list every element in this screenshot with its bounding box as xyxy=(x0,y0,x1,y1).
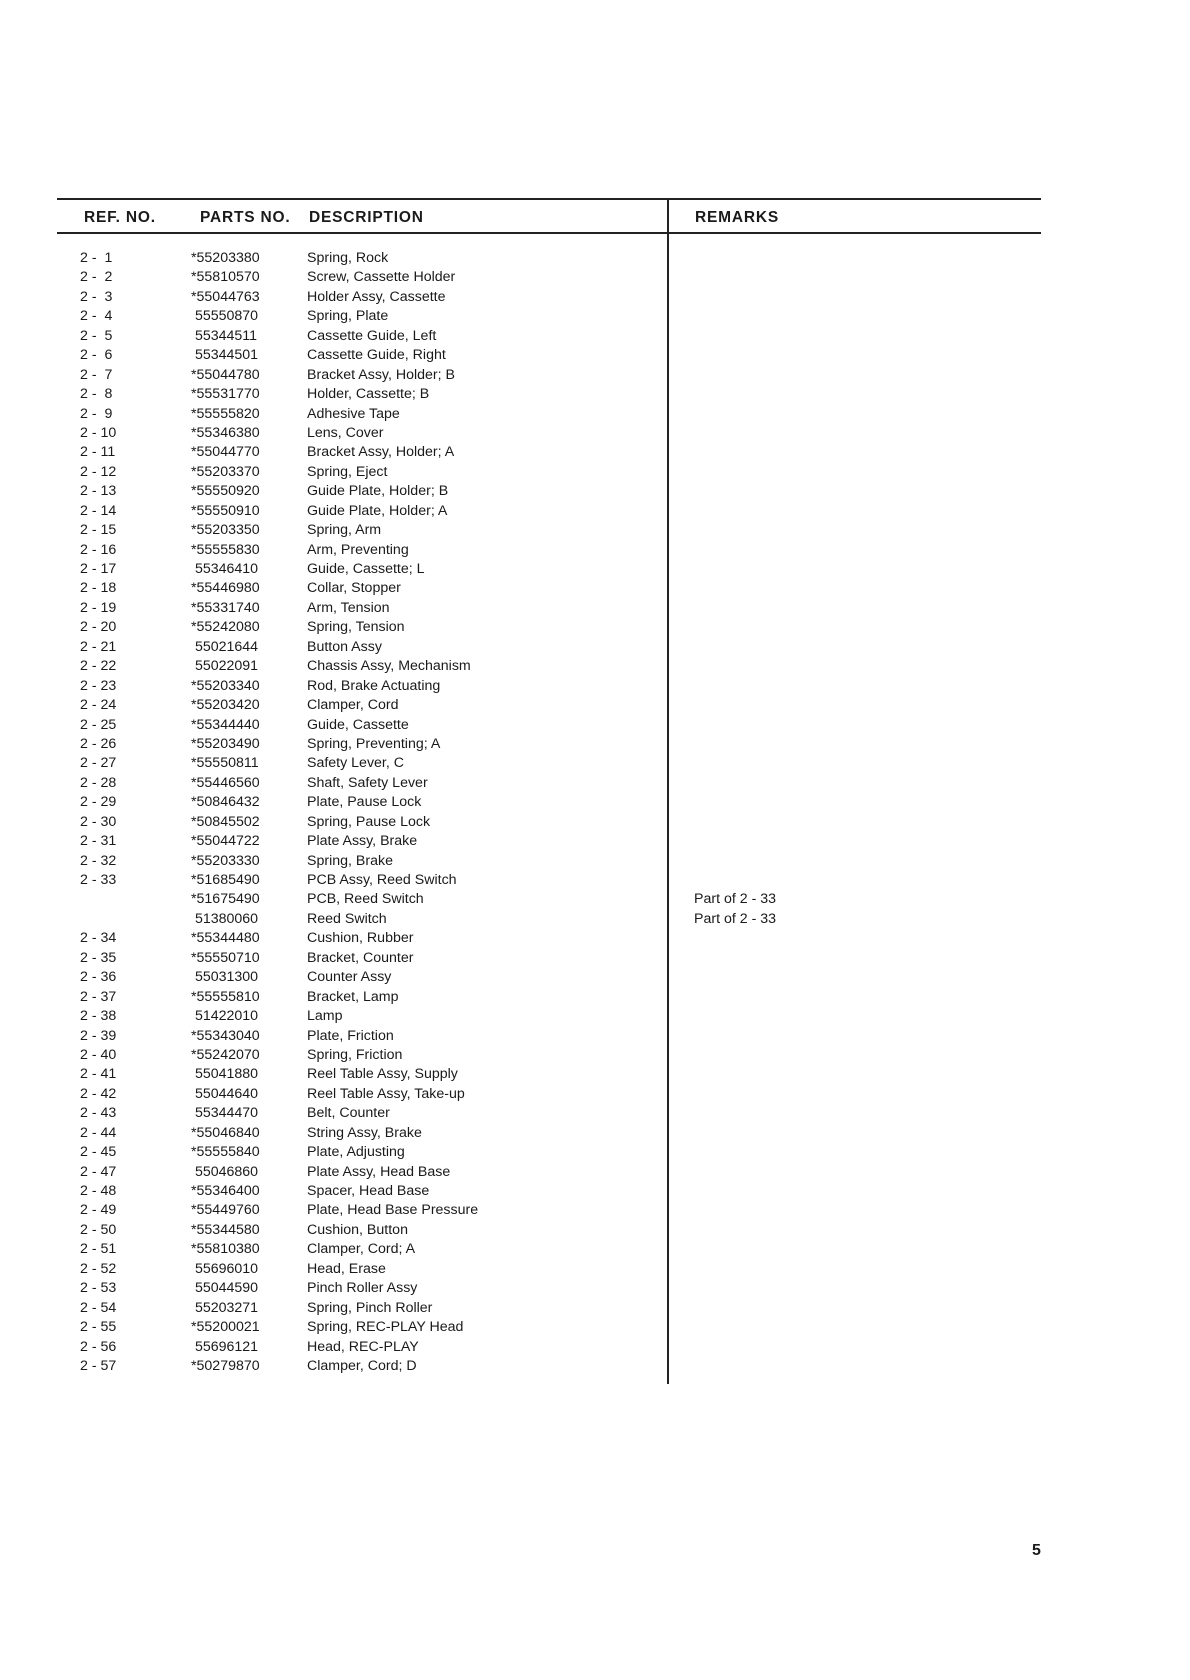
ref-no-cell: 2 - 14 xyxy=(80,502,117,519)
table-row xyxy=(0,463,1190,482)
parts-no-cell: *55200021 xyxy=(191,1319,260,1336)
ref-no-cell: 2 - 38 xyxy=(80,1008,117,1025)
description-cell: Guide, Cassette xyxy=(307,716,409,733)
description-cell: Cassette Guide, Left xyxy=(307,327,437,344)
table-row xyxy=(0,307,1190,326)
description-cell: Adhesive Tape xyxy=(307,405,400,422)
description-cell: Rod, Brake Actuating xyxy=(307,677,441,694)
ref-no-cell: 2 - 34 xyxy=(80,930,117,947)
description-cell: Head, REC-PLAY xyxy=(307,1338,419,1355)
description-cell: Head, Erase xyxy=(307,1260,386,1277)
table-row xyxy=(0,1163,1190,1182)
ref-no-cell: 2 - 11 xyxy=(80,444,116,461)
ref-no-cell: 2 - 57 xyxy=(80,1357,117,1374)
parts-no-cell: 55203271 xyxy=(191,1299,259,1316)
table-row xyxy=(0,502,1190,521)
table-row xyxy=(0,1260,1190,1279)
table-row xyxy=(0,268,1190,287)
ref-no-cell: 2 - 32 xyxy=(80,852,117,869)
table-row xyxy=(0,949,1190,968)
parts-no-cell: *55550811 xyxy=(191,755,259,772)
table-row xyxy=(0,890,1190,909)
table-row xyxy=(0,988,1190,1007)
parts-no-cell: *55346380 xyxy=(191,424,260,441)
parts-no-cell: *55810570 xyxy=(191,269,260,286)
parts-no-cell: 55344501 xyxy=(191,347,259,364)
table-row xyxy=(0,1338,1190,1357)
ref-no-cell: 2 - 3 xyxy=(80,288,113,305)
parts-no-cell: *55203490 xyxy=(191,735,260,752)
table-row xyxy=(0,929,1190,948)
table-row xyxy=(0,424,1190,443)
table-row xyxy=(0,385,1190,404)
parts-no-cell: 55696010 xyxy=(191,1260,259,1277)
table-row xyxy=(0,696,1190,715)
ref-no-cell: 2 - 15 xyxy=(80,522,117,539)
ref-no-cell: 2 - 53 xyxy=(80,1280,117,1297)
parts-no-cell: *55446560 xyxy=(191,774,260,791)
description-cell: Safety Lever, C xyxy=(307,755,404,772)
ref-no-cell: 2 - 36 xyxy=(80,969,117,986)
ref-no-cell: 2 - 20 xyxy=(80,619,117,636)
description-cell: Reed Switch xyxy=(307,910,387,927)
description-cell: PCB Assy, Reed Switch xyxy=(307,872,457,888)
ref-no-cell: 2 - 51 xyxy=(80,1241,117,1258)
description-cell: Lens, Cover xyxy=(307,424,384,441)
description-cell: Holder, Cassette; B xyxy=(307,386,430,403)
table-row xyxy=(0,1085,1190,1104)
table-row xyxy=(0,443,1190,462)
description-cell: Plate Assy, Brake xyxy=(307,833,418,850)
parts-no-cell: 55041880 xyxy=(191,1066,259,1083)
description-cell: Holder Assy, Cassette xyxy=(307,288,446,305)
header-ref-no: REF. NO. xyxy=(84,209,156,226)
parts-no-cell: *55044763 xyxy=(191,288,260,305)
description-cell: Spring, Preventing; A xyxy=(307,735,441,752)
description-cell: Shaft, Safety Lever xyxy=(307,774,428,791)
parts-no-cell: *55203420 xyxy=(191,697,260,714)
table-row xyxy=(0,249,1190,268)
description-cell: Spring, Arm xyxy=(307,522,382,539)
parts-no-cell: *50279870 xyxy=(191,1357,260,1374)
parts-no-cell: *55203350 xyxy=(191,522,260,539)
description-cell: Guide Plate, Holder; A xyxy=(307,502,448,519)
parts-no-cell: 51380060 xyxy=(191,910,259,927)
table-row xyxy=(0,1357,1190,1376)
description-cell: Spring, Pinch Roller xyxy=(307,1299,433,1316)
ref-no-cell: 2 - 18 xyxy=(80,580,117,597)
parts-no-cell: *55344440 xyxy=(191,716,260,733)
ref-no-cell: 2 - 28 xyxy=(80,774,117,791)
ref-no-cell: 2 - 30 xyxy=(80,813,117,830)
table-row xyxy=(0,813,1190,832)
parts-no-cell: *55555830 xyxy=(191,541,260,558)
ref-no-cell: 2 - 22 xyxy=(80,658,117,675)
header-parts-no: PARTS NO. xyxy=(200,209,291,226)
table-row xyxy=(0,1027,1190,1046)
parts-no-cell: 55046860 xyxy=(191,1163,259,1180)
table-row xyxy=(0,541,1190,560)
description-cell: Guide, Cassette; L xyxy=(307,561,425,577)
ref-no-cell: 2 - 50 xyxy=(80,1221,117,1238)
parts-no-cell: *55449760 xyxy=(191,1202,260,1219)
ref-no-cell: 2 - 35 xyxy=(80,949,117,966)
ref-no-cell: 2 - 17 xyxy=(80,561,117,577)
table-row xyxy=(0,521,1190,540)
ref-no-cell: 2 - 6 xyxy=(80,347,113,364)
description-cell: Pinch Roller Assy xyxy=(307,1280,418,1297)
parts-no-cell: *55343040 xyxy=(191,1027,260,1044)
parts-no-cell: *50846432 xyxy=(191,794,260,811)
parts-no-cell: *55550710 xyxy=(191,949,260,966)
parts-no-cell: 55044640 xyxy=(191,1085,259,1102)
description-cell: Arm, Tension xyxy=(307,599,390,616)
table-row xyxy=(0,1201,1190,1220)
parts-no-cell: *55446980 xyxy=(191,580,260,597)
ref-no-cell: 2 - 23 xyxy=(80,677,117,694)
parts-no-cell: 55022091 xyxy=(191,658,259,675)
table-row xyxy=(0,288,1190,307)
parts-no-cell: 55044590 xyxy=(191,1280,259,1297)
description-cell: String Assy, Brake xyxy=(307,1124,422,1141)
description-cell: Button Assy xyxy=(307,638,382,655)
description-cell: Plate Assy, Head Base xyxy=(307,1163,451,1180)
ref-no-cell: 2 - 49 xyxy=(80,1202,117,1219)
parts-no-cell: *55203370 xyxy=(191,463,260,480)
parts-no-cell: 55344470 xyxy=(191,1105,259,1122)
table-row xyxy=(0,1065,1190,1084)
table-row xyxy=(0,1299,1190,1318)
ref-no-cell: 2 - 40 xyxy=(80,1046,117,1063)
ref-no-cell: 2 - 33 xyxy=(80,872,117,888)
table-row xyxy=(0,482,1190,501)
description-cell: PCB, Reed Switch xyxy=(307,891,424,908)
ref-no-cell: 2 - 16 xyxy=(80,541,117,558)
parts-no-cell: *55242070 xyxy=(191,1046,260,1063)
parts-no-cell: *55344480 xyxy=(191,930,260,947)
ref-no-cell: 2 - 47 xyxy=(80,1163,117,1180)
remarks-cell: Part of 2 - 33 xyxy=(694,910,777,927)
table-row xyxy=(0,1046,1190,1065)
ref-no-cell: 2 - 19 xyxy=(80,599,117,616)
parts-no-cell: *51685490 xyxy=(191,872,260,888)
table-row xyxy=(0,657,1190,676)
ref-no-cell: 2 - 1 xyxy=(80,250,113,266)
parts-no-cell: 51422010 xyxy=(191,1008,259,1025)
description-cell: Spring, Eject xyxy=(307,463,388,480)
table-row xyxy=(0,910,1190,929)
description-cell: Collar, Stopper xyxy=(307,580,401,597)
description-cell: Lamp xyxy=(307,1008,343,1025)
table-row xyxy=(0,1182,1190,1201)
table-row xyxy=(0,735,1190,754)
table-row xyxy=(0,774,1190,793)
table-row xyxy=(0,560,1190,579)
header-remarks: REMARKS xyxy=(695,209,779,226)
table-row xyxy=(0,1240,1190,1259)
table-row xyxy=(0,716,1190,735)
table-row xyxy=(0,366,1190,385)
description-cell: Spring, Rock xyxy=(307,250,389,266)
description-cell: Plate, Pause Lock xyxy=(307,794,422,811)
table-row xyxy=(0,579,1190,598)
description-cell: Spring, Plate xyxy=(307,308,389,325)
table-row xyxy=(0,638,1190,657)
ref-no-cell: 2 - 42 xyxy=(80,1085,117,1102)
ref-no-cell: 2 - 43 xyxy=(80,1105,117,1122)
table-row xyxy=(0,1124,1190,1143)
description-cell: Screw, Cassette Holder xyxy=(307,269,456,286)
description-cell: Cushion, Button xyxy=(307,1221,408,1238)
description-cell: Spring, Pause Lock xyxy=(307,813,431,830)
description-cell: Belt, Counter xyxy=(307,1105,390,1122)
parts-no-cell: *55531770 xyxy=(191,386,260,403)
parts-no-cell: *55346400 xyxy=(191,1183,260,1199)
table-row xyxy=(0,832,1190,851)
description-cell: Bracket Assy, Holder; A xyxy=(307,444,455,461)
description-cell: Clamper, Cord; D xyxy=(307,1357,417,1374)
parts-no-cell: *55242080 xyxy=(191,619,260,636)
parts-no-cell: *51675490 xyxy=(191,891,260,908)
table-row xyxy=(0,1104,1190,1123)
description-cell: Guide Plate, Holder; B xyxy=(307,483,449,500)
ref-no-cell: 2 - 12 xyxy=(80,463,117,480)
table-row xyxy=(0,677,1190,696)
table-row xyxy=(0,1221,1190,1240)
ref-no-cell: 2 - 41 xyxy=(80,1066,117,1083)
remarks-cell: Part of 2 - 33 xyxy=(694,891,777,908)
table-row xyxy=(0,852,1190,871)
ref-no-cell: 2 - 52 xyxy=(80,1260,117,1277)
description-cell: Chassis Assy, Mechanism xyxy=(307,658,471,675)
description-cell: Arm, Preventing xyxy=(307,541,409,558)
parts-no-cell: *55555820 xyxy=(191,405,260,422)
ref-no-cell: 2 - 25 xyxy=(80,716,117,733)
page-number: 5 xyxy=(1032,1542,1041,1559)
ref-no-cell: 2 - 27 xyxy=(80,755,117,772)
ref-no-cell: 2 - 37 xyxy=(80,988,117,1005)
description-cell: Bracket Assy, Holder; B xyxy=(307,366,455,383)
parts-no-cell: *55555840 xyxy=(191,1144,260,1161)
description-cell: Plate, Friction xyxy=(307,1027,394,1044)
parts-no-cell: 55021644 xyxy=(191,638,259,655)
parts-no-cell: 55031300 xyxy=(191,969,259,986)
table-row xyxy=(0,1279,1190,1298)
ref-no-cell: 2 - 56 xyxy=(80,1338,117,1355)
parts-no-cell: *55046840 xyxy=(191,1124,260,1141)
description-cell: Clamper, Cord xyxy=(307,697,399,714)
parts-no-cell: 55344511 xyxy=(191,327,258,344)
parts-no-cell: *55555810 xyxy=(191,988,260,1005)
ref-no-cell: 2 - 26 xyxy=(80,735,117,752)
parts-no-cell: *55550910 xyxy=(191,502,260,519)
description-cell: Plate, Adjusting xyxy=(307,1144,405,1161)
ref-no-cell: 2 - 55 xyxy=(80,1319,117,1336)
parts-no-cell: *55044722 xyxy=(191,833,260,850)
parts-no-cell: *55044780 xyxy=(191,366,260,383)
ref-no-cell: 2 - 7 xyxy=(80,366,113,383)
description-cell: Bracket, Lamp xyxy=(307,988,399,1005)
ref-no-cell: 2 - 24 xyxy=(80,697,117,714)
ref-no-cell: 2 - 39 xyxy=(80,1027,117,1044)
description-cell: Spring, REC-PLAY Head xyxy=(307,1319,464,1336)
description-cell: Cushion, Rubber xyxy=(307,930,414,947)
ref-no-cell: 2 - 54 xyxy=(80,1299,117,1316)
description-cell: Clamper, Cord; A xyxy=(307,1241,416,1258)
parts-no-cell: 55696121 xyxy=(191,1338,259,1355)
ref-no-cell: 2 - 8 xyxy=(80,386,113,403)
parts-no-cell: *55331740 xyxy=(191,599,260,616)
parts-no-cell: *55203340 xyxy=(191,677,260,694)
table-row xyxy=(0,346,1190,365)
table-row xyxy=(0,1143,1190,1162)
table-row xyxy=(0,405,1190,424)
table-row xyxy=(0,327,1190,346)
header-description: DESCRIPTION xyxy=(309,209,424,226)
ref-no-cell: 2 - 4 xyxy=(80,308,113,325)
description-cell: Spacer, Head Base xyxy=(307,1183,430,1199)
description-cell: Cassette Guide, Right xyxy=(307,347,446,364)
parts-no-cell: *55344580 xyxy=(191,1221,260,1238)
table-row xyxy=(0,618,1190,637)
ref-no-cell: 2 - 21 xyxy=(80,638,117,655)
description-cell: Reel Table Assy, Take-up xyxy=(307,1085,465,1102)
parts-no-cell: 55346410 xyxy=(191,561,259,577)
parts-no-cell: *55203330 xyxy=(191,852,260,869)
table-row xyxy=(0,599,1190,618)
table-row xyxy=(0,968,1190,987)
table-row xyxy=(0,871,1190,890)
description-cell: Counter Assy xyxy=(307,969,392,986)
ref-no-cell: 2 - 9 xyxy=(80,405,113,422)
ref-no-cell: 2 - 2 xyxy=(80,269,113,286)
ref-no-cell: 2 - 31 xyxy=(80,833,117,850)
ref-no-cell: 2 - 45 xyxy=(80,1144,117,1161)
description-cell: Spring, Brake xyxy=(307,852,393,869)
parts-no-cell: *50845502 xyxy=(191,813,260,830)
table-row xyxy=(0,1318,1190,1337)
table-row xyxy=(0,793,1190,812)
ref-no-cell: 2 - 48 xyxy=(80,1183,117,1199)
description-cell: Spring, Tension xyxy=(307,619,405,636)
description-cell: Reel Table Assy, Supply xyxy=(307,1066,458,1083)
table-row xyxy=(0,754,1190,773)
ref-no-cell: 2 - 13 xyxy=(80,483,117,500)
description-cell: Bracket, Counter xyxy=(307,949,414,966)
ref-no-cell: 2 - 29 xyxy=(80,794,117,811)
parts-no-cell: *55810380 xyxy=(191,1241,260,1258)
table-top-rule xyxy=(57,198,1041,200)
description-cell: Spring, Friction xyxy=(307,1046,403,1063)
parts-no-cell: 55550870 xyxy=(191,308,259,325)
table-row xyxy=(0,1007,1190,1026)
ref-no-cell: 2 - 44 xyxy=(80,1124,117,1141)
parts-no-cell: *55550920 xyxy=(191,483,260,500)
ref-no-cell: 2 - 10 xyxy=(80,424,117,441)
description-cell: Plate, Head Base Pressure xyxy=(307,1202,479,1219)
parts-no-cell: *55203380 xyxy=(191,250,260,266)
table-header-rule xyxy=(57,232,1041,234)
parts-table-body xyxy=(0,249,1190,1376)
ref-no-cell: 2 - 5 xyxy=(80,327,113,344)
parts-no-cell: *55044770 xyxy=(191,444,260,461)
